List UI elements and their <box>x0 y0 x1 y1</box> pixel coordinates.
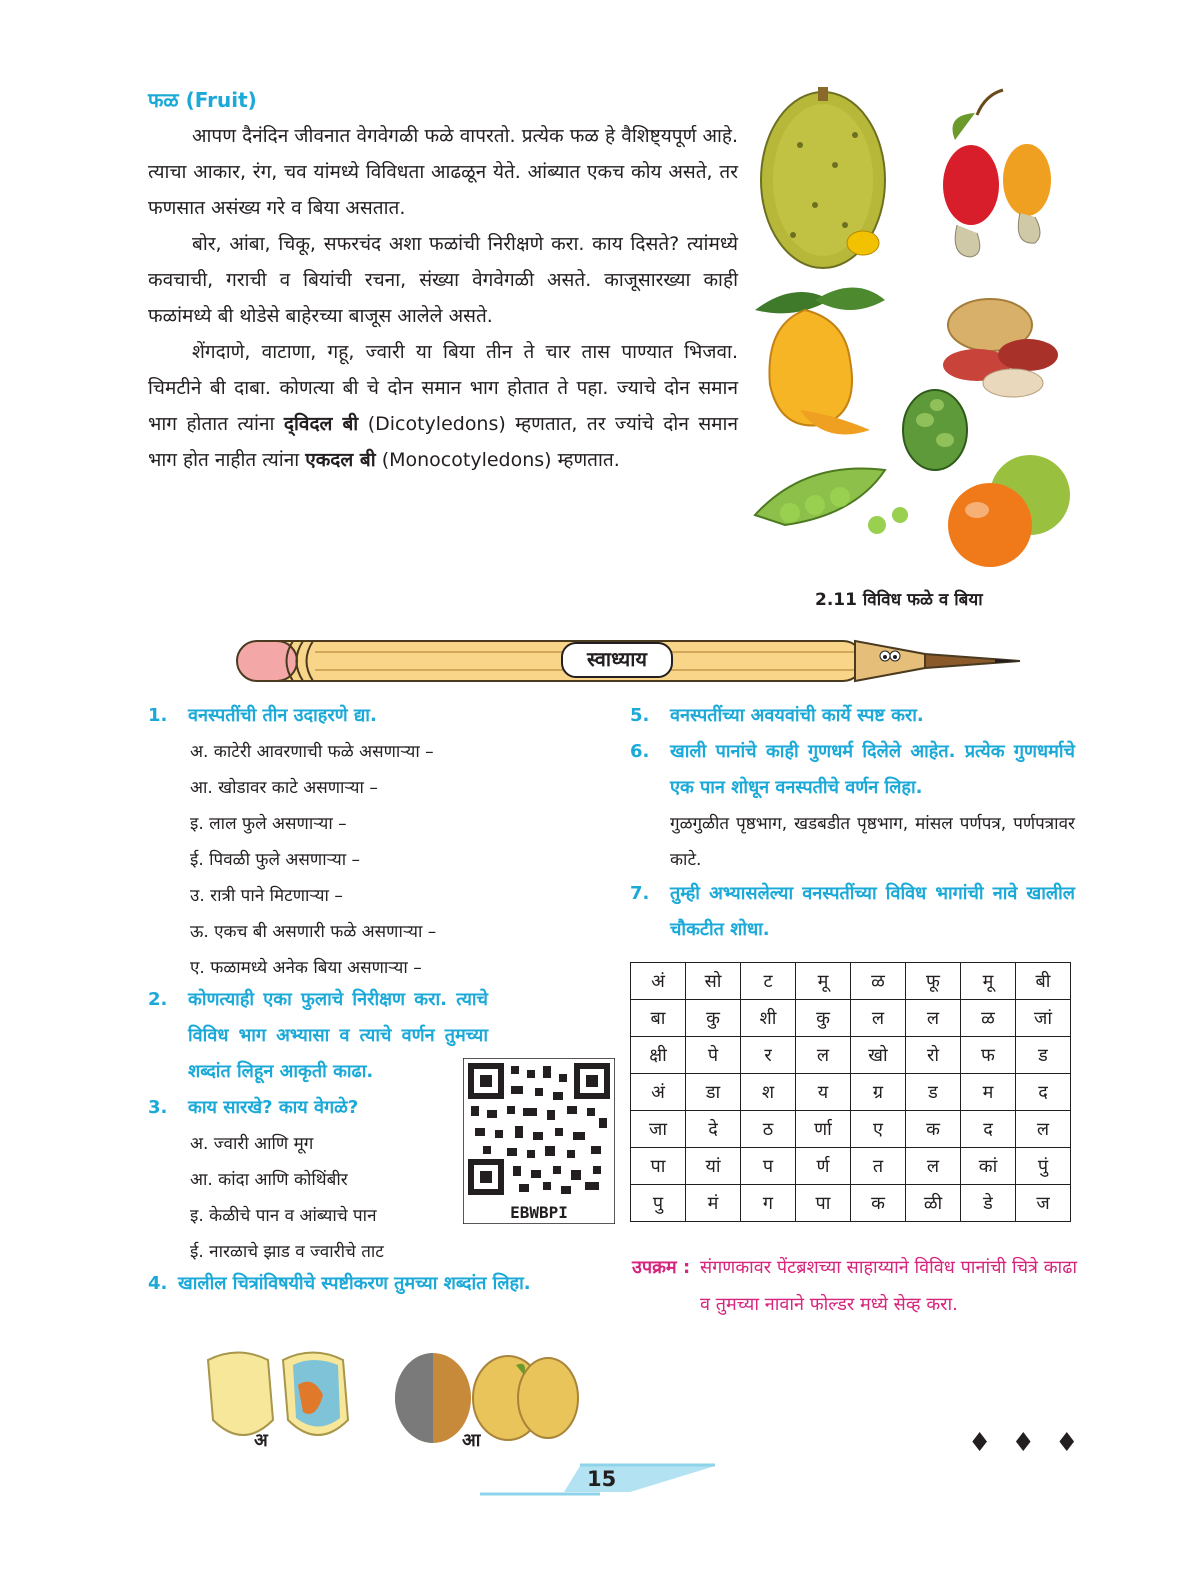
grid-cell: पुं <box>1016 1148 1071 1185</box>
grid-cell: जां <box>1016 1000 1071 1037</box>
peas-image <box>755 468 908 534</box>
q1-item: अ. काटेरी आवरणाची फळे असणाऱ्या – <box>190 742 434 762</box>
grid-cell: फू <box>906 963 961 1000</box>
question-3: 3. काय सारखे? काय वेगळे? अ. ज्वारी आणि मूग आ. कांदा आणि कोथिंबीर इ. केळीचे पान व आंब्याचे पान ई. नारळाचे झाड व ज्वारीचे ताट <box>148 1090 608 1270</box>
grid-cell: ज <box>1016 1185 1071 1222</box>
section-heading-fruit: फळ (Fruit) <box>148 88 257 112</box>
jackfruit-image <box>761 87 885 268</box>
grid-cell: ल <box>851 1000 906 1037</box>
q1-item: ऊ. एकच बी असणारी फळे असणाऱ्या – <box>190 922 437 942</box>
grid-row <box>631 1037 1071 1074</box>
question-2: 2. कोणत्याही एका फुलाचे निरीक्षण करा. त्याचे विविध भाग अभ्यासा व त्याचे वर्णन तुमच्या शब्दांत लिहून आकृती काढा. <box>148 989 488 1082</box>
grid-row <box>631 1074 1071 1111</box>
word-search-grid <box>630 962 1071 1222</box>
q1-item: आ. खोडावर काटे असणाऱ्या – <box>190 778 378 798</box>
grid-cell: ळी <box>906 1185 961 1222</box>
figure-caption: 2.11 विविध फळे व बिया <box>815 590 983 610</box>
green-seed-pod-image <box>903 390 967 470</box>
grid-cell: र्णा <box>796 1111 851 1148</box>
grid-cell: यां <box>686 1148 741 1185</box>
question-4: 4. खालील चित्रांविषयीचे स्पष्टीकरण तुमच्या शब्दांत लिहा. <box>148 1273 531 1294</box>
grid-cell: मू <box>796 963 851 1000</box>
grid-cell: फ <box>961 1037 1016 1074</box>
grid-cell: सो <box>686 963 741 1000</box>
grid-cell: श <box>741 1074 796 1111</box>
grid-cell: पा <box>796 1185 851 1222</box>
mango-image <box>755 288 885 435</box>
grid-row <box>631 1111 1071 1148</box>
exercise-title: स्वाध्याय <box>587 647 647 671</box>
q1-item: उ. रात्री पाने मिटणाऱ्या – <box>190 886 343 906</box>
grid-cell: क <box>906 1111 961 1148</box>
activity-text: संगणकावर पेंटब्रशच्या साहाय्याने विविध पानांची चित्रे काढा व तुमच्या नावाने फोल्डर मध्ये सेव्ह करा. <box>700 1257 1077 1315</box>
grid-cell: त <box>851 1148 906 1185</box>
activity-label: उपक्रम : <box>632 1257 691 1278</box>
grid-cell: पु <box>631 1185 686 1222</box>
grid-cell: क्षी <box>631 1037 686 1074</box>
q3-item: ई. नारळाचे झाड व ज्वारीचे ताट <box>190 1242 384 1262</box>
grid-cell: कु <box>686 1000 741 1037</box>
grid-cell: डे <box>961 1185 1016 1222</box>
grid-cell: ट <box>741 963 796 1000</box>
q1-item: इ. लाल फुले असणाऱ्या – <box>190 814 347 834</box>
grid-cell: ळ <box>961 1000 1016 1037</box>
q3-item: इ. केळीचे पान व आंब्याचे पान <box>190 1206 377 1226</box>
fruits-seeds-illustration <box>745 85 1080 585</box>
paragraph-2: बोर, आंबा, चिकू, सफरचंद अशा फळांची निरीक्षणे करा. काय दिसते? त्यांमध्ये कवचाची, गराची व बियांची रचना, संख्या वेगवेगळी असते. काजूसारख्या काही फळांमध्ये बी थोडेसे बाहेरच्या बाजूस आलेले असते. <box>148 233 738 327</box>
grid-row <box>631 1000 1071 1037</box>
q1-item: ई. पिवळी फुले असणाऱ्या – <box>190 850 361 870</box>
grid-cell: ठ <box>741 1111 796 1148</box>
grid-cell: अं <box>631 1074 686 1111</box>
grid-cell: ग <box>741 1185 796 1222</box>
end-diamond-marks: ♦ ♦ ♦ <box>968 1428 1085 1458</box>
grid-cell: शी <box>741 1000 796 1037</box>
grid-cell: प <box>741 1148 796 1185</box>
grid-cell: मू <box>961 963 1016 1000</box>
grid-cell: बी <box>1016 963 1071 1000</box>
grid-row <box>631 1185 1071 1222</box>
question-1: 1. वनस्पतींची तीन उदाहरणे द्या. अ. काटेरी आवरणाची फळे असणाऱ्या – आ. खोडावर काटे असणाऱ्या – इ. लाल फुले असणाऱ्या – ई. पिवळी फुले असणाऱ्या – उ. रात्री पाने मिटणाऱ्या – ऊ. एकच बी असणारी फळे असणाऱ्या – ए. फळामध्ये अनेक बिया असणाऱ्या – <box>148 698 608 986</box>
paragraph-1: आपण दैनंदिन जीवनात वेगवेगळी फळे वापरतो. प्रत्येक फळ हे वैशिष्ट्यपूर्ण आहे. त्याचा आकार, रंग, चव यांमध्ये विविधता आढळून येते. आंब्यात एकच कोय असते, तर फणसात असंख्य गरे व बिया असतात. <box>148 125 738 219</box>
q3-item: अ. ज्वारी आणि मूग <box>190 1134 314 1154</box>
grid-cell: क <box>851 1185 906 1222</box>
grid-cell: म <box>961 1074 1016 1111</box>
grid-cell: दे <box>686 1111 741 1148</box>
grid-row <box>631 1148 1071 1185</box>
peanuts-image <box>943 299 1058 397</box>
q1-item: ए. फळामध्ये अनेक बिया असणाऱ्या – <box>190 958 422 978</box>
grid-cell: खो <box>851 1037 906 1074</box>
grid-cell: बा <box>631 1000 686 1037</box>
grid-cell: र्ण <box>796 1148 851 1185</box>
orange-fruits-image <box>948 455 1070 567</box>
grid-cell: ए <box>851 1111 906 1148</box>
question-7: 7. तुम्ही अभ्यासलेल्या वनस्पतींच्या विविध भागांची नावे खालील चौकटीत शोधा. <box>630 883 1075 940</box>
page-number: 15 <box>587 1467 617 1491</box>
grid-cell: ल <box>906 1000 961 1037</box>
figure-label-b: आ <box>462 1430 481 1451</box>
cashew-image <box>943 90 1051 257</box>
grid-cell: रो <box>906 1037 961 1074</box>
grid-cell: अं <box>631 963 686 1000</box>
grid-cell: ळ <box>851 963 906 1000</box>
question-5: 5. वनस्पतींच्या अवयवांची कार्ये स्पष्ट करा. <box>630 705 924 726</box>
activity-box <box>632 1249 1077 1323</box>
paragraph-3: शेंगदाणे, वाटाणा, गहू, ज्वारी या बिया तीन ते चार तास पाण्यात भिजवा. चिमटीने बी दाबा. कोणत्या बी चे दोन समान भाग होतात ते पहा. ज्याचे दोन समान भाग होतात त्यांना द्‌विदल बी (Dicotyledons) म्हणतात, तर ज्यांचे दोन समान भाग होत नाहीत त्यांना एकदल बी (Monocotyledons) म्हणतात. <box>148 341 738 471</box>
grid-cell: ग्र <box>851 1074 906 1111</box>
grid-cell: पे <box>686 1037 741 1074</box>
grid-cell: ल <box>1016 1111 1071 1148</box>
grid-cell: ल <box>796 1037 851 1074</box>
grid-cell: डा <box>686 1074 741 1111</box>
grid-cell: र <box>741 1037 796 1074</box>
grid-row <box>631 963 1071 1000</box>
grid-cell: जा <box>631 1111 686 1148</box>
grid-cell: कु <box>796 1000 851 1037</box>
grid-cell: मं <box>686 1185 741 1222</box>
grid-cell: ड <box>906 1074 961 1111</box>
grid-cell: द <box>961 1111 1016 1148</box>
grid-cell: य <box>796 1074 851 1111</box>
q3-item: आ. कांदा आणि कोथिंबीर <box>190 1170 348 1190</box>
maize-seed-image <box>208 1353 348 1436</box>
grid-cell: ल <box>906 1148 961 1185</box>
grid-cell: द <box>1016 1074 1071 1111</box>
fruit-intro-text <box>148 118 738 478</box>
svg-text:EBWBPI: EBWBPI <box>510 1203 568 1222</box>
bean-seed-image <box>395 1353 578 1443</box>
grid-cell: पा <box>631 1148 686 1185</box>
grid-cell: कां <box>961 1148 1016 1185</box>
grid-cell: ड <box>1016 1037 1071 1074</box>
figure-label-a: अ <box>254 1430 268 1451</box>
question-6: 6. खाली पानांचे काही गुणधर्म दिलेले आहेत. प्रत्येक गुणधर्माचे एक पान शोधून वनस्पतीचे वर्णन लिहा. गुळगुळीत पृष्ठभाग, खडबडीत पृष्ठभाग, मांसल पर्णपत्र, पर्णपत्रावर काटे. <box>630 741 1075 870</box>
